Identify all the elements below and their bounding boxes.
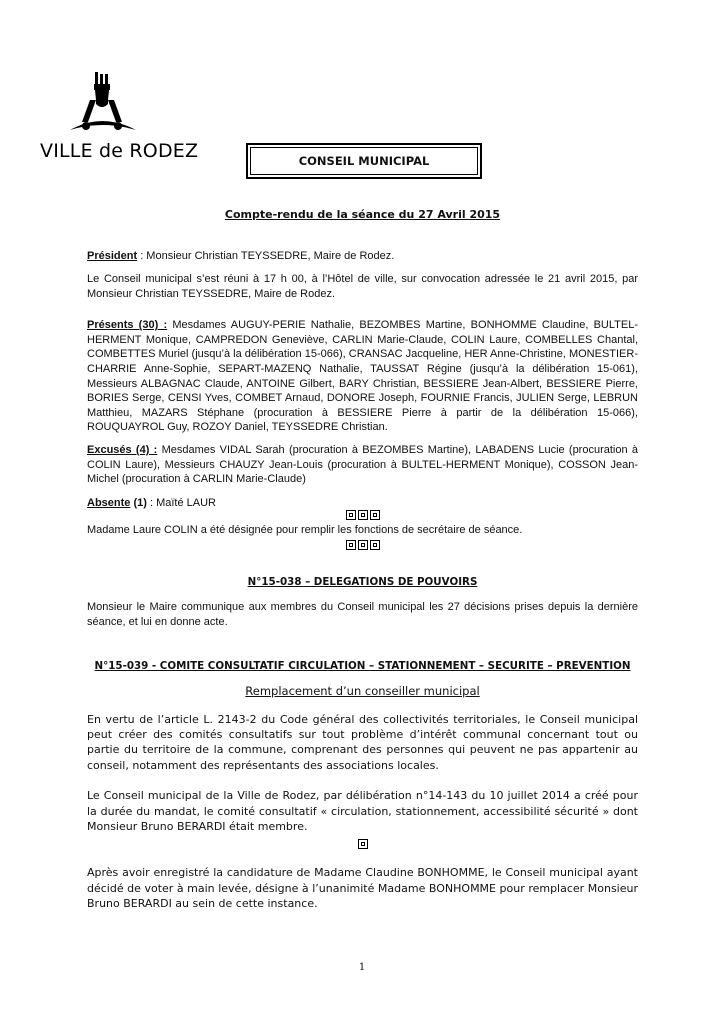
- page-number: 1: [358, 962, 366, 973]
- square-ornament-icon: [346, 510, 356, 520]
- presents-label: Présents (30) :: [87, 319, 168, 332]
- separator-symbols: [87, 509, 638, 521]
- square-ornament-icon: [370, 540, 380, 550]
- section-039-paragraph-3: Après avoir enregistré la candidature de Madame Claudine BONHOMME, le Conseil municipal ayant décidé de voter à main levée, désigne à l’unanimité Madame BONHOMME pour remplacer Monsieur Bruno BERARDI au sein de cette instance.: [87, 866, 638, 911]
- section-039-paragraph-2: Le Conseil municipal de la Ville de Rodez, par délibération n°14-143 du 10 juillet 2014 a créé pour la durée du mandat, le comité consultatif « circulation, stationnement, accessibilité sécurité » dont Monsieur Bruno BERARDI était membre.: [87, 789, 638, 833]
- section-039-heading: N°15-039 - COMITE CONSULTATIF CIRCULATION – STATIONNEMENT – SECURITE – PREVENTION: [94, 660, 631, 673]
- excuses-paragraph: [87, 443, 638, 487]
- separator-symbols: [87, 540, 638, 552]
- section-039-paragraph-1: En vertu de l’article L. 2143-2 du Code général des collectivités territoriales, le Conseil municipal peut créer des comités consultatifs sur tout problème d’intérêt communal concernant tout ou partie du territoire de la commune, comprenant des personnes qui peuvent ne pas appartenir au conseil, notamment des représentants des associations locales.: [87, 712, 638, 772]
- absente-line: [87, 496, 638, 511]
- separator-symbol: [87, 838, 638, 850]
- section-038-text: Monsieur le Maire communique aux membres du Conseil municipal les 27 décisions prises depuis la dernière séance, et lui en donne acte.: [87, 600, 638, 628]
- city-logo: [40, 70, 199, 162]
- absente-count: (1): [130, 496, 147, 509]
- absente-label: Absente: [87, 496, 131, 509]
- presents-text: Mesdames AUGUY-PERIE Nathalie, BEZOMBES Martine, BONHOMME Claudine, BULTEL-HERMENT Monique, CAMPREDON Geneviève, CARLIN Marie-Claude, COLIN Laure, COMBELLES Chantal, COMBETTES Muriel (jusqu’à la délibération 15-066), CRANSAC Jacqueline, HER Anne-Christine, MONESTIER-CHARRIE Anne-Sophie, SEPART-MAZENQ Nathalie, TAUSSAT Régine (jusqu’à la délibération 15-061), Messieurs ALBAGNAC Claude, ANTOINE Gilbert, BARY Christian, BESSIERE Jean-Albert, BESSIERE Pierre, BORIES Serge, CENSI Yves, COMBET Arnaud, DONORE Joseph, FOURNIE Francis, JULIEN Serge, LEBRUN Matthieu, MAZARS Stéphane (procuration à BESSIERE Pierre à partir de la délibération 15-066), ROUQUAYROL Guy, ROZOY Daniel, TEYSSEDRE Christian.: [87, 319, 639, 434]
- president-line: [87, 249, 638, 264]
- absente-text: : Maïté LAUR: [146, 496, 216, 509]
- presents-paragraph: [87, 318, 638, 435]
- section-039-subheading: Remplacement d’un conseiller municipal: [245, 684, 480, 699]
- square-ornament-icon: [358, 510, 368, 520]
- section-038-heading: N°15-038 – DELEGATIONS DE POUVOIRS: [247, 575, 478, 588]
- logo-text: VILLE de RODEZ: [40, 140, 199, 162]
- rodez-cathedral-icon: [40, 70, 140, 138]
- document-title-box: [246, 143, 482, 179]
- meeting-title: Compte-rendu de la séance du 27 Avril 2015: [224, 208, 501, 221]
- excuses-text: Mesdames VIDAL Sarah (procuration à BEZOMBES Martine), LABADENS Lucie (procuration à COLIN Laure), Messieurs CHAUZY Jean-Louis (procuration à BULTEL-HERMENT Monique), COSSON Jean-Michel (procuration à CARLIN Marie-Claude): [87, 443, 638, 486]
- document-body: [87, 207, 638, 912]
- document-title: CONSEIL MUNICIPAL: [250, 147, 478, 175]
- president-text: : Monsieur Christian TEYSSEDRE, Maire de Rodez.: [137, 250, 395, 263]
- excuses-label: Excusés (4) :: [87, 443, 158, 456]
- square-ornament-icon: [358, 839, 368, 849]
- square-ornament-icon: [370, 510, 380, 520]
- square-ornament-icon: [346, 540, 356, 550]
- convocation-paragraph: Le Conseil municipal s’est réuni à 17 h 00, à l’Hôtel de ville, sur convocation adressée le 21 avril 2015, par Monsieur Christian TEYSSEDRE, Maire de Rodez.: [87, 273, 638, 300]
- secretary-paragraph: Madame Laure COLIN a été désignée pour remplir les fonctions de secrétaire de séance.: [87, 524, 523, 537]
- president-label: Président: [87, 250, 138, 263]
- square-ornament-icon: [358, 540, 368, 550]
